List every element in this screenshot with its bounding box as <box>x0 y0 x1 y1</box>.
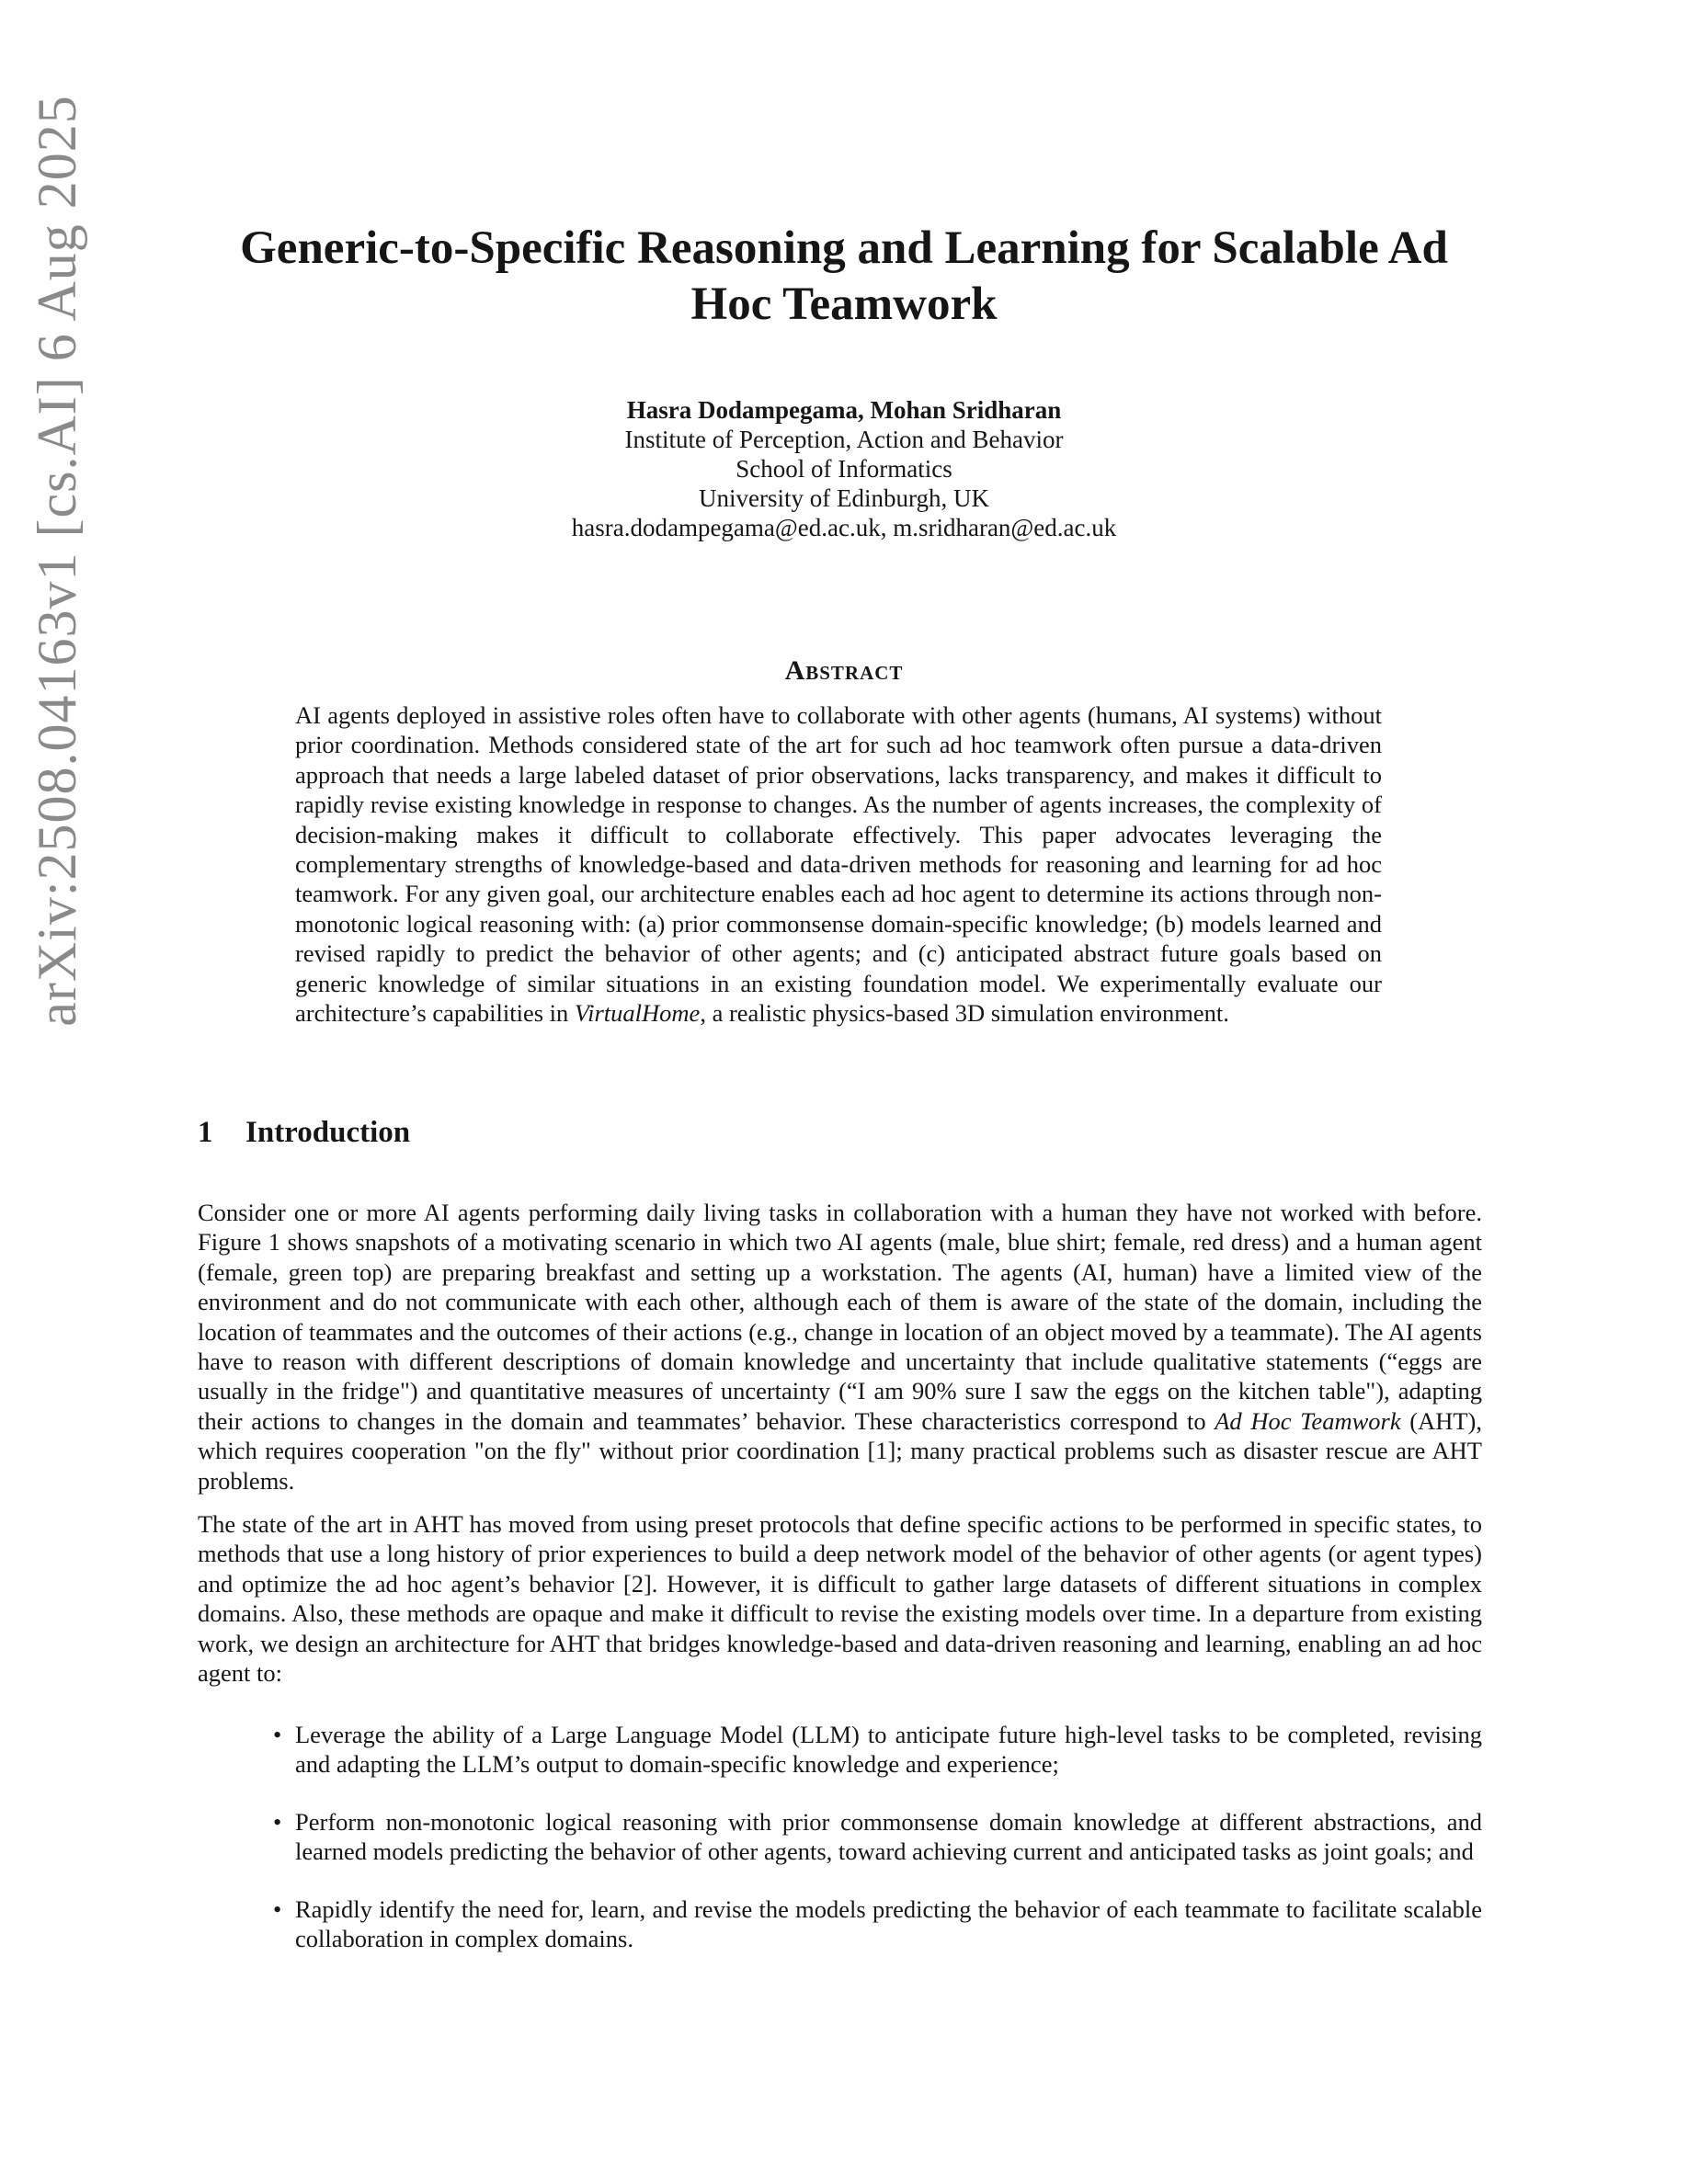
contribution-text: Leverage the ability of a Large Language Model (LLM) to anticipate future high-level tasks to be completed, revising and adapting the LLM’s output to domain-specific knowledge and experience; <box>295 1721 1482 1779</box>
abstract-italic-virtualhome: VirtualHome <box>574 999 701 1028</box>
bullet-icon: • <box>273 1807 282 1836</box>
intro-paragraph-2: The state of the art in AHT has moved from using preset protocols that define specific actions to be performed in specific states, to methods that use a long history of prior experiences to build a deep network model of the behavior of other agents (or agent types) and optimize the ad hoc agent’s behavior [2]. However, it is difficult to gather large datasets of different situations in complex domains. Also, these methods are opaque and make it difficult to revise the existing models over time. In a departure from existing work, we design an architecture for AHT that bridges knowledge-based and data-driven reasoning and learning, enabling an ad hoc agent to: <box>198 1510 1482 1688</box>
contribution-item-llm <box>198 1720 1482 1780</box>
abstract-text-part-1: AI agents deployed in assistive roles often have to collaborate with other agents (humans, AI systems) without prior coordination. Methods considered state of the art for such ad hoc teamwork often pursue a data-driven approach that needs a large labeled dataset of prior observations, lacks transparency, and makes it difficult to rapidly revise existing knowledge in response to changes. As the number of agents increases, the complexity of decision-making makes it difficult to collaborate effectively. This paper advocates leveraging the complementary strengths of knowledge-based and data-driven methods for reasoning and learning for ad hoc teamwork. For any given goal, our architecture enables each ad hoc agent to determine its actions through non-monotonic logical reasoning with: (a) prior commonsense domain-specific knowledge; (b) models learned and revised rapidly to predict the behavior of other agents; and (c) anticipated abstract future goals based on generic knowledge of similar situations in an existing foundation model. We experimentally evaluate our architecture’s capabilities in <box>295 701 1382 1028</box>
intro-italic-ad-hoc-teamwork: Ad Hoc Teamwork <box>1215 1406 1401 1435</box>
author-emails: hasra.dodampegama@ed.ac.uk, m.sridharan@ed.ac.uk <box>571 514 1117 541</box>
abstract-heading: Abstract <box>784 655 904 686</box>
arxiv-identifier-stamp: arXiv:2508.04163v1 [cs.AI] 6 Aug 2025 <box>27 95 87 1027</box>
abstract-text-part-2: , a realistic physics-based 3D simulation environment. <box>700 999 1229 1028</box>
intro-paragraph-1 <box>198 1198 1482 1496</box>
contribution-item-reasoning <box>198 1807 1482 1867</box>
affiliation-institute: Institute of Perception, Action and Behavior <box>624 426 1064 453</box>
bullet-icon: • <box>273 1721 282 1748</box>
contribution-text: Perform non-monotonic logical reasoning with prior commonsense domain knowledge at different abstractions, and learned models predicting the behavior of other agents, toward achieving current and anticipated tasks as joint goals; and <box>295 1807 1482 1866</box>
contribution-item-learning <box>198 1894 1482 1954</box>
intro-paragraph-1-part-1: Consider one or more AI agents performing daily living tasks in collaboration with a human they have not worked with before. Figure 1 shows snapshots of a motivating scenario in which two AI agents (male, blue shirt; female, red dress) and a human agent (female, green top) are preparing breakfast and setting up a workstation. The agents (AI, human) have a limited view of the environment and do not communicate with each other, although each of them is aware of the state of the domain, including the location of teammates and the outcomes of their actions (e.g., change in location of an object moved by a teammate). The AI agents have to reason with different descriptions of domain knowledge and uncertainty that include qualitative statements (“eggs are usually in the fridge") and quantitative measures of uncertainty (“I am 90% sure I saw the eggs on the kitchen table"), adapting their actions to changes in the domain and teammates’ behavior. These characteristics correspond to <box>198 1199 1482 1435</box>
contribution-text: Rapidly identify the need for, learn, and revise the models predicting the behavior of each teammate to facilitate scalable collaboration in complex domains. <box>295 1894 1482 1953</box>
affiliation-university: University of Edinburgh, UK <box>699 484 989 512</box>
intro-paragraph-1-part-2: (AHT), which requires cooperation "on the fly" without prior coordination [1]; many practical problems such as disaster rescue are AHT problems. <box>198 1406 1482 1495</box>
section-number: 1 <box>198 1116 213 1149</box>
abstract-text <box>295 700 1382 1028</box>
paper-title: Generic-to-Specific Reasoning and Learning for Scalable Ad Hoc Teamwork <box>240 222 1448 330</box>
section-title: Introduction <box>245 1116 411 1149</box>
author-block <box>198 395 1490 542</box>
contributions-list <box>198 1720 1482 1981</box>
section-heading-introduction <box>198 1114 841 1151</box>
bullet-icon: • <box>273 1894 282 1923</box>
author-names: Hasra Dodampegama, Mohan Sridharan <box>626 396 1062 424</box>
affiliation-school: School of Informatics <box>736 455 952 483</box>
